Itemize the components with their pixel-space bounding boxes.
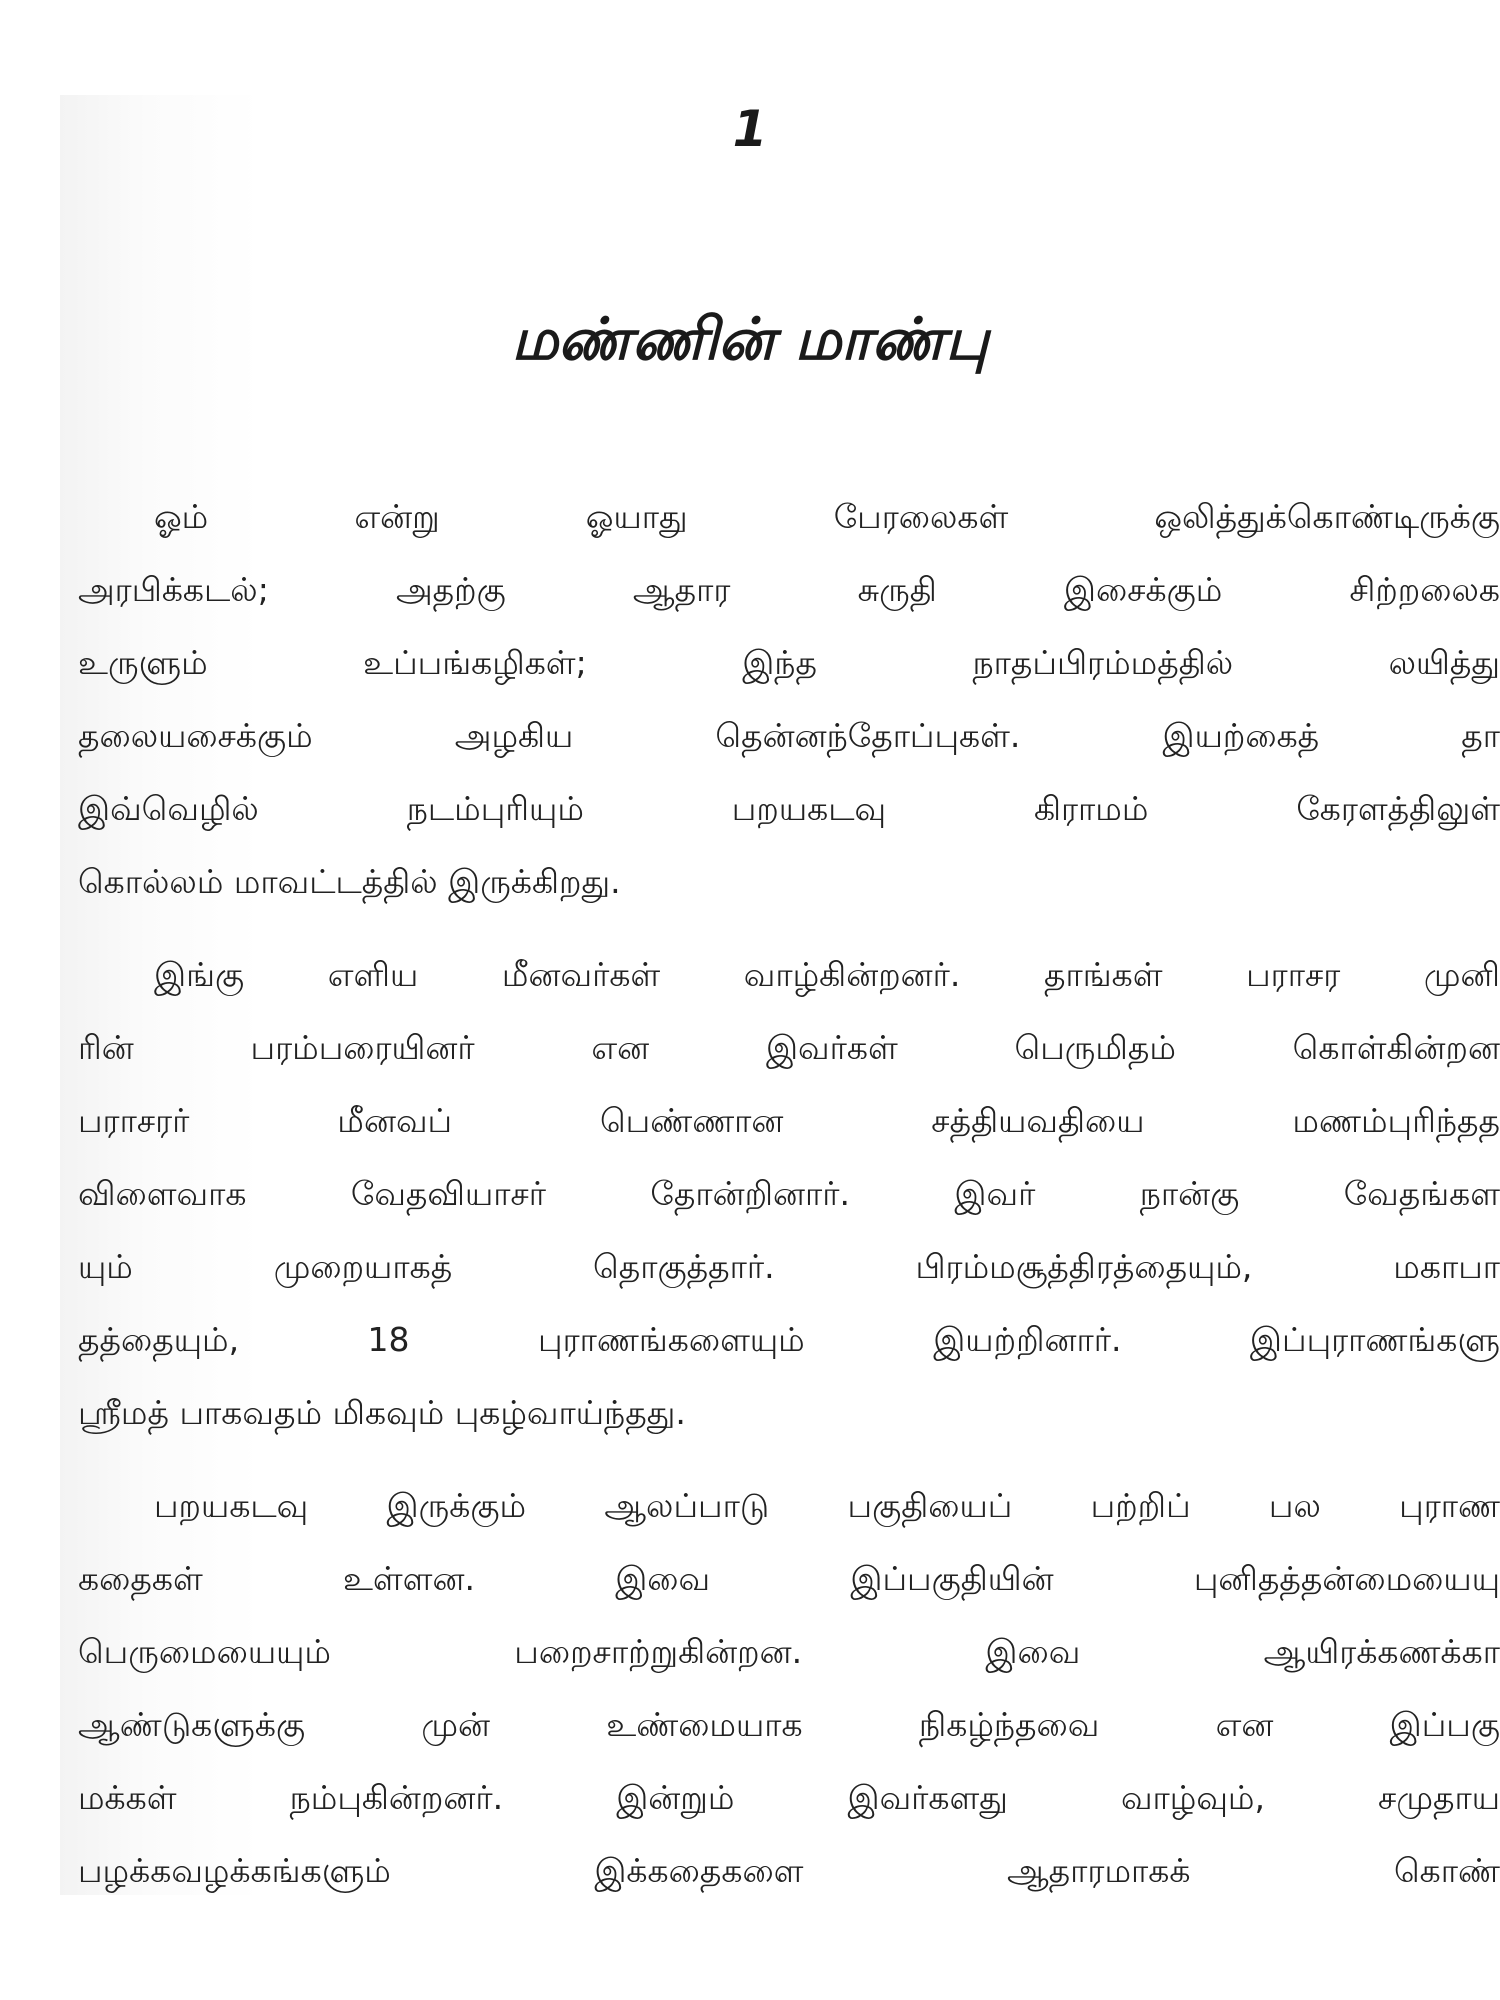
text-line: பராசரர் மீனவப் பெண்ணான சத்தியவதியை மணம்புரிந்தத bbox=[78, 1101, 1500, 1140]
chapter-number: 1 bbox=[732, 100, 768, 158]
text-line: பெருமையையும் பறைசாற்றுகின்றன. இவை ஆயிரக்கணக்கா bbox=[78, 1632, 1500, 1671]
text-line: ஸ்ரீமத் பாகவதம் மிகவும் புகழ்வாய்ந்தது. bbox=[78, 1393, 686, 1432]
text-line: கதைகள் உள்ளன. இவை இப்பகுதியின் புனிதத்தன்மையையு bbox=[78, 1559, 1500, 1598]
paragraph-2 bbox=[78, 938, 1500, 1449]
chapter-title: மண்ணின் மாண்பு bbox=[511, 305, 989, 373]
body-text bbox=[78, 480, 1500, 1927]
text-line: பறயகடவு இருக்கும் ஆலப்பாடு பகுதியைப் பற்றிப் பல புராண bbox=[154, 1486, 1500, 1525]
text-line: ஆண்டுகளுக்கு முன் உண்மையாக நிகழ்ந்தவை என இப்பகு bbox=[78, 1705, 1500, 1744]
text-line: இங்கு எளிய மீனவர்கள் வாழ்கின்றனர். தாங்கள் பராசர முனி bbox=[154, 955, 1500, 994]
text-line: விளைவாக வேதவியாசர் தோன்றினார். இவர் நான்கு வேதங்கள bbox=[78, 1174, 1500, 1213]
paragraph-1 bbox=[78, 480, 1500, 918]
text-line: ஓம் என்று ஓயாது பேரலைகள் ஒலித்துக்கொண்டிருக்கு bbox=[154, 497, 1500, 536]
text-line: இவ்வெழில் நடம்புரியும் பறயகடவு கிராமம் கேரளத்திலுள் bbox=[78, 789, 1500, 828]
text-line: தத்தையும், 18 புராணங்களையும் இயற்றினார். இப்புராணங்களு bbox=[78, 1320, 1500, 1359]
text-line: அரபிக்கடல்; அதற்கு ஆதார சுருதி இசைக்கும் சிற்றலைக bbox=[78, 570, 1500, 609]
text-line: உருளும் உப்பங்கழிகள்; இந்த நாதப்பிரம்மத்தில் லயித்து bbox=[78, 643, 1500, 682]
text-line: கொல்லம் மாவட்டத்தில் இருக்கிறது. bbox=[78, 862, 621, 901]
paragraph-3 bbox=[78, 1469, 1500, 1907]
text-line: யும் முறையாகத் தொகுத்தார். பிரம்மசூத்திரத்தையும், மகாபா bbox=[78, 1247, 1500, 1286]
text-line: தலையசைக்கும் அழகிய தென்னந்தோப்புகள். இயற்கைத் தா bbox=[78, 716, 1500, 755]
text-line: மக்கள் நம்புகின்றனர். இன்றும் இவர்களது வாழ்வும், சமுதாய bbox=[78, 1778, 1500, 1817]
text-line: ரின் பரம்பரையினர் என இவர்கள் பெருமிதம் கொள்கின்றன bbox=[78, 1028, 1500, 1067]
text-line: பழக்கவழக்கங்களும் இக்கதைகளை ஆதாரமாகக் கொண் bbox=[78, 1851, 1500, 1890]
